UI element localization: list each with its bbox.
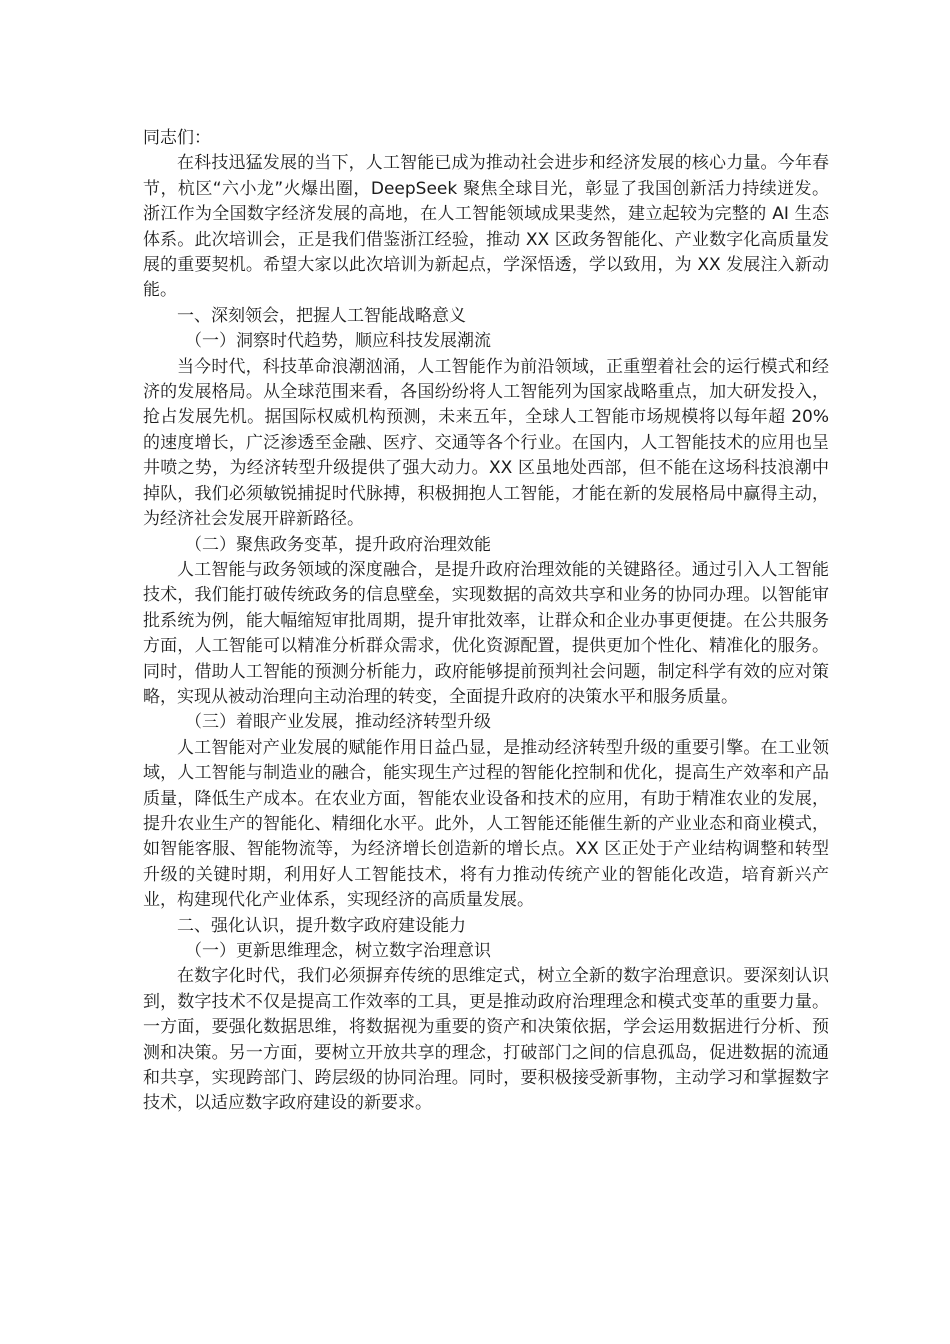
subsection-heading-1-3: （三）着眼产业发展，推动经济转型升级 — [185, 712, 491, 733]
subsection-heading-1-1: （一）洞察时代趋势，顺应科技发展潮流 — [185, 331, 491, 352]
body-paragraph-2-1: 在数字化时代，我们必须摒弃传统的思维定式，树立全新的数字治理意识。要深刻认识到，数字技术不仅是提高工作效率的工具，更是推动政府治理理念和模式变革的重要力量。一方面，要强化数据思维，将数据视为重要的资产和决策依据，学会运用数据进行分析、预测和决策。另一方面，要树立开放共享的理念，打破部门之间的信息孤岛，促进数据的流通和共享，实现跨部门、跨层级的协同治理。同时，要积极接受新事物，主动学习和掌握数字技术，以适应数字政府建设的新要求。 — [143, 966, 829, 1114]
body-paragraph-1-3: 人工智能对产业发展的赋能作用日益凸显，是推动经济转型升级的重要引擎。在工业领域，人工智能与制造业的融合，能实现生产过程的智能化控制和优化，提高生产效率和产品质量，降低生产成本。在农业方面，智能农业设备和技术的应用，有助于精准农业的发展，提升农业生产的智能化、精细化水平。此外，人工智能还能催生新的产业业态和商业模式，如智能客服、智能物流等，为经济增长创造新的增长点。XX 区正处于产业结构调整和转型升级的关键时期，利用好人工智能技术，将有力推动传统产业的智能化改造，培育新兴产业，构建现代化产业体系，实现经济的高质量发展。 — [143, 737, 829, 911]
body-paragraph-1-2: 人工智能与政务领域的深度融合，是提升政府治理效能的关键路径。通过引入人工智能技术，我们能打破传统政务的信息壁垒，实现数据的高效共享和业务的协同办理。以智能审批系统为例，能大幅缩短审批周期，提升审批效率，让群众和企业办事更便捷。在公共服务方面，人工智能可以精准分析群众需求，优化资源配置，提供更加个性化、精准化的服务。同时，借助人工智能的预测分析能力，政府能够提前预判社会问题，制定科学有效的应对策略，实现从被动治理向主动治理的转变，全面提升政府的决策水平和服务质量。 — [143, 559, 829, 707]
section-heading-1: 一、深刻领会，把握人工智能战略意义 — [177, 305, 466, 326]
salutation: 同志们： — [143, 128, 211, 148]
body-paragraph-intro: 在科技迅猛发展的当下，人工智能已成为推动社会进步和经济发展的核心力量。今年春节，杭区“六小龙”火爆出圈，DeepSeek 聚焦全球目光，彰显了我国创新活力持续迸发。浙江作为全国数字经济发展的高地，在人工智能领域成果斐然，建立起较为完整的 AI 生态体系。此次培训会，正是我们借鉴浙江经验，推动 XX 区政务智能化、产业数字化高质量发展的重要契机。希望大家以此次培训为新起点，学深悟透，学以致用，为 XX 发展注入新动能。 — [143, 153, 829, 301]
subsection-heading-2-1: （一）更新思维理念，树立数字治理意识 — [185, 941, 491, 961]
body-paragraph-1-1: 当今时代，科技革命浪潮汹涌，人工智能作为前沿领域，正重塑着社会的运行模式和经济的发展格局。从全球范围来看，各国纷纷将人工智能列为国家战略重点，加大研发投入，抢占发展先机。据国际权威机构预测，未来五年，全球人工智能市场规模将以每年超 20%的速度增长，广泛渗透至金融、医疗、交通等各个行业。在国内，人工智能技术的应用也呈井喷之势，为经济转型升级提供了强大动力。XX 区虽地处西部，但不能在这场科技浪潮中掉队，我们必须敏锐捕捉时代脉搏，积极拥抱人工智能，才能在新的发展格局中赢得主动，为经济社会发展开辟新路径。 — [143, 356, 829, 530]
subsection-heading-1-2: （二）聚焦政务变革，提升政府治理效能 — [185, 534, 491, 555]
section-heading-2: 二、强化认识，提升数字政府建设能力 — [177, 915, 466, 936]
document-page — [143, 126, 829, 1117]
